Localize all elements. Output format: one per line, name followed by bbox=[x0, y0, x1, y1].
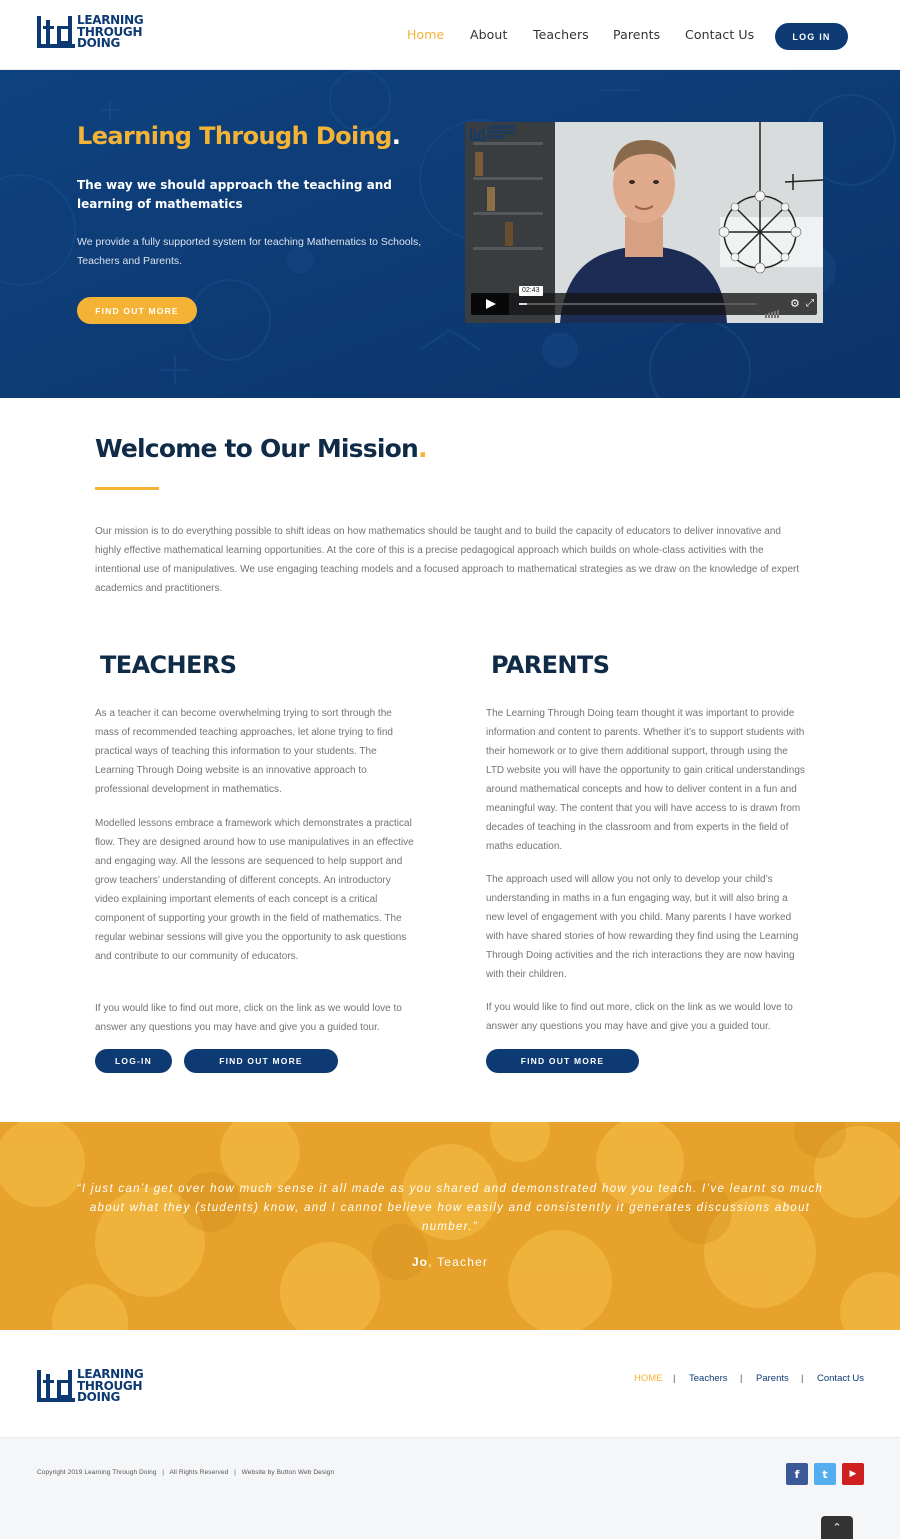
nav-item-about[interactable]: About bbox=[470, 27, 508, 42]
mission-title bbox=[95, 434, 427, 463]
footer-bottom-bar bbox=[0, 1437, 900, 1539]
teachers-find-out-more-button[interactable]: FIND OUT MORE bbox=[184, 1049, 338, 1073]
testimonial-author bbox=[0, 1255, 900, 1269]
logo-line: DOING bbox=[77, 1390, 121, 1404]
video-logo-text bbox=[487, 126, 516, 141]
hero-find-out-more-button[interactable]: FIND OUT MORE bbox=[77, 297, 197, 324]
play-icon[interactable] bbox=[471, 293, 509, 315]
footer-nav-teachers[interactable]: Teachers bbox=[689, 1373, 728, 1384]
facebook-icon[interactable]: f bbox=[786, 1463, 808, 1485]
teachers-paragraph: Modelled lessons embrace a framework which demonstrates a practical flow. They are designed around how to use manipulatives in an effective and engaging way. All the lessons are sequenced to help support and grow teachers’ understanding of different concepts. An introductory video explaining important elements of each concept is a critical component of supporting your growth in the field of mathematics. The regular webinar sessions will give you the opportunity to ask questions and contribute to our community of educators. bbox=[95, 818, 414, 962]
footer-nav-separator: | bbox=[673, 1373, 676, 1384]
site-header bbox=[0, 0, 900, 70]
ltd-logo-icon bbox=[470, 127, 486, 141]
video-logo-line: LEARNING bbox=[487, 125, 516, 131]
hero-description: We provide a fully supported system for teaching Mathematics to Schools, Teachers and Parents. bbox=[77, 236, 422, 267]
logo-line: LEARNING bbox=[77, 13, 144, 27]
teachers-paragraph: If you would like to find out more, click on the link as we would love to answer any questions you may have and give you a guided tour. bbox=[95, 1003, 402, 1033]
parents-paragraph: The Learning Through Doing team thought it was important to provide information and content to parents. Whether it’s to support students with their homework or to give them additional support, through using the LTD website you will have the opportunity to gain critical understandings around mathematical concepts and how to deliver content in a fun and meaningful way. The content that you will have access to is drawn from decades of teaching in the classroom and from experts in the field of maths education. bbox=[486, 708, 805, 852]
footer-nav-home[interactable]: HOME bbox=[634, 1373, 663, 1384]
nav-item-teachers[interactable]: Teachers bbox=[533, 27, 589, 42]
testimonial-author-name: Jo bbox=[411, 1255, 429, 1269]
hero-section bbox=[0, 70, 900, 398]
video-logo-line: DOING bbox=[487, 135, 506, 141]
copyright-text: Copyright 2019 Learning Through Doing | All Rights Reserved | Website by Button Web Design bbox=[37, 1469, 335, 1476]
video-logo-line: THROUGH bbox=[487, 130, 516, 136]
volume-icon[interactable] bbox=[765, 300, 780, 318]
video-controls bbox=[471, 287, 817, 315]
teachers-login-button[interactable]: LOG-IN bbox=[95, 1049, 172, 1073]
video-progress-fill bbox=[519, 303, 527, 305]
nav-item-parents[interactable]: Parents bbox=[613, 27, 661, 42]
mission-divider bbox=[95, 487, 159, 490]
testimonial-section bbox=[0, 1122, 900, 1330]
hero-subtitle: The way we should approach the teaching and learning of mathematics bbox=[77, 178, 392, 211]
video-timecode: 02:43 bbox=[519, 286, 543, 296]
logo-line: DOING bbox=[77, 36, 121, 50]
testimonial-quote: “I just can’t get over how much sense it all made as you shared and demonstrated how you teach. I’ve learnt so much about what they (students) know, and I cannot believe how easily and consistently it generates discussions about number.” bbox=[76, 1183, 824, 1233]
teachers-title: TEACHERS bbox=[100, 651, 237, 679]
parents-title: PARENTS bbox=[491, 651, 610, 679]
login-button[interactable]: LOG IN bbox=[775, 23, 848, 50]
video-progress-track[interactable] bbox=[519, 303, 757, 305]
mission-title-text: Welcome to Our Mission bbox=[95, 434, 418, 463]
intro-video-player[interactable] bbox=[465, 122, 823, 323]
footer-nav-parents[interactable]: Parents bbox=[756, 1373, 789, 1384]
mission-title-dot: . bbox=[417, 434, 427, 463]
parents-paragraph: If you would like to find out more, click on the link as we would love to answer any questions you may have and give you a guided tour. bbox=[486, 1002, 793, 1032]
parents-find-out-more-button[interactable]: FIND OUT MORE bbox=[486, 1049, 639, 1073]
hero-title-dot: . bbox=[391, 122, 401, 150]
youtube-icon[interactable]: ▶ bbox=[842, 1463, 864, 1485]
teachers-paragraph: As a teacher it can become overwhelming trying to sort through the mass of recommended teaching approaches, let alone trying to find practical ways of teaching this information to your students. The Learning Through Doing website is an innovative approach to professional development in mathematics. bbox=[95, 708, 393, 795]
twitter-icon[interactable]: t bbox=[814, 1463, 836, 1485]
footer-nav-separator: | bbox=[801, 1373, 804, 1384]
testimonial-author-role: , Teacher bbox=[428, 1255, 489, 1269]
ltd-logo-icon bbox=[36, 1369, 76, 1403]
mission-text: Our mission is to do everything possible to shift ideas on how mathematics should be taught and to build the capacity of educators to deliver innovative and highly effective mathematical learning opportunities. At the core of this is a precise pedagogical approach which builds on whole-class activities with the intentional use of manipulatives. We use engaging teaching models and a focused approach to mathematical strategies as we draw on the knowledge of expert academics and practitioners. bbox=[95, 526, 800, 594]
footer-nav-separator: | bbox=[740, 1373, 743, 1384]
logo-line: THROUGH bbox=[77, 24, 143, 39]
video-ltd-logo bbox=[470, 126, 516, 141]
hero-title bbox=[77, 122, 400, 150]
back-to-top-button[interactable]: ⌃ bbox=[821, 1516, 853, 1539]
nav-item-contact-us[interactable]: Contact Us bbox=[685, 27, 755, 42]
main-nav bbox=[0, 0, 900, 70]
logo-wordmark bbox=[77, 1369, 143, 1404]
nav-item-home[interactable]: Home bbox=[407, 27, 445, 42]
logo-line: THROUGH bbox=[77, 1378, 143, 1393]
hero-title-text: Learning Through Doing bbox=[77, 122, 392, 150]
parents-paragraph: The approach used will allow you not only to develop your child’s understanding in maths in a fun engaging way, but it will also bring a new level of engagement with you child. Many parents I have worked with have shared stories of how rewarding they find using the Learning Through Doing activities and the rich interactions they are now having with their children. bbox=[486, 874, 799, 980]
footer-nav-contact-us[interactable]: Contact Us bbox=[817, 1373, 864, 1384]
logo-line: LEARNING bbox=[77, 1367, 144, 1381]
footer-logo[interactable] bbox=[36, 1369, 143, 1404]
fullscreen-icon[interactable]: ⤢ bbox=[806, 298, 814, 309]
gear-icon[interactable]: ⚙ bbox=[790, 297, 800, 310]
